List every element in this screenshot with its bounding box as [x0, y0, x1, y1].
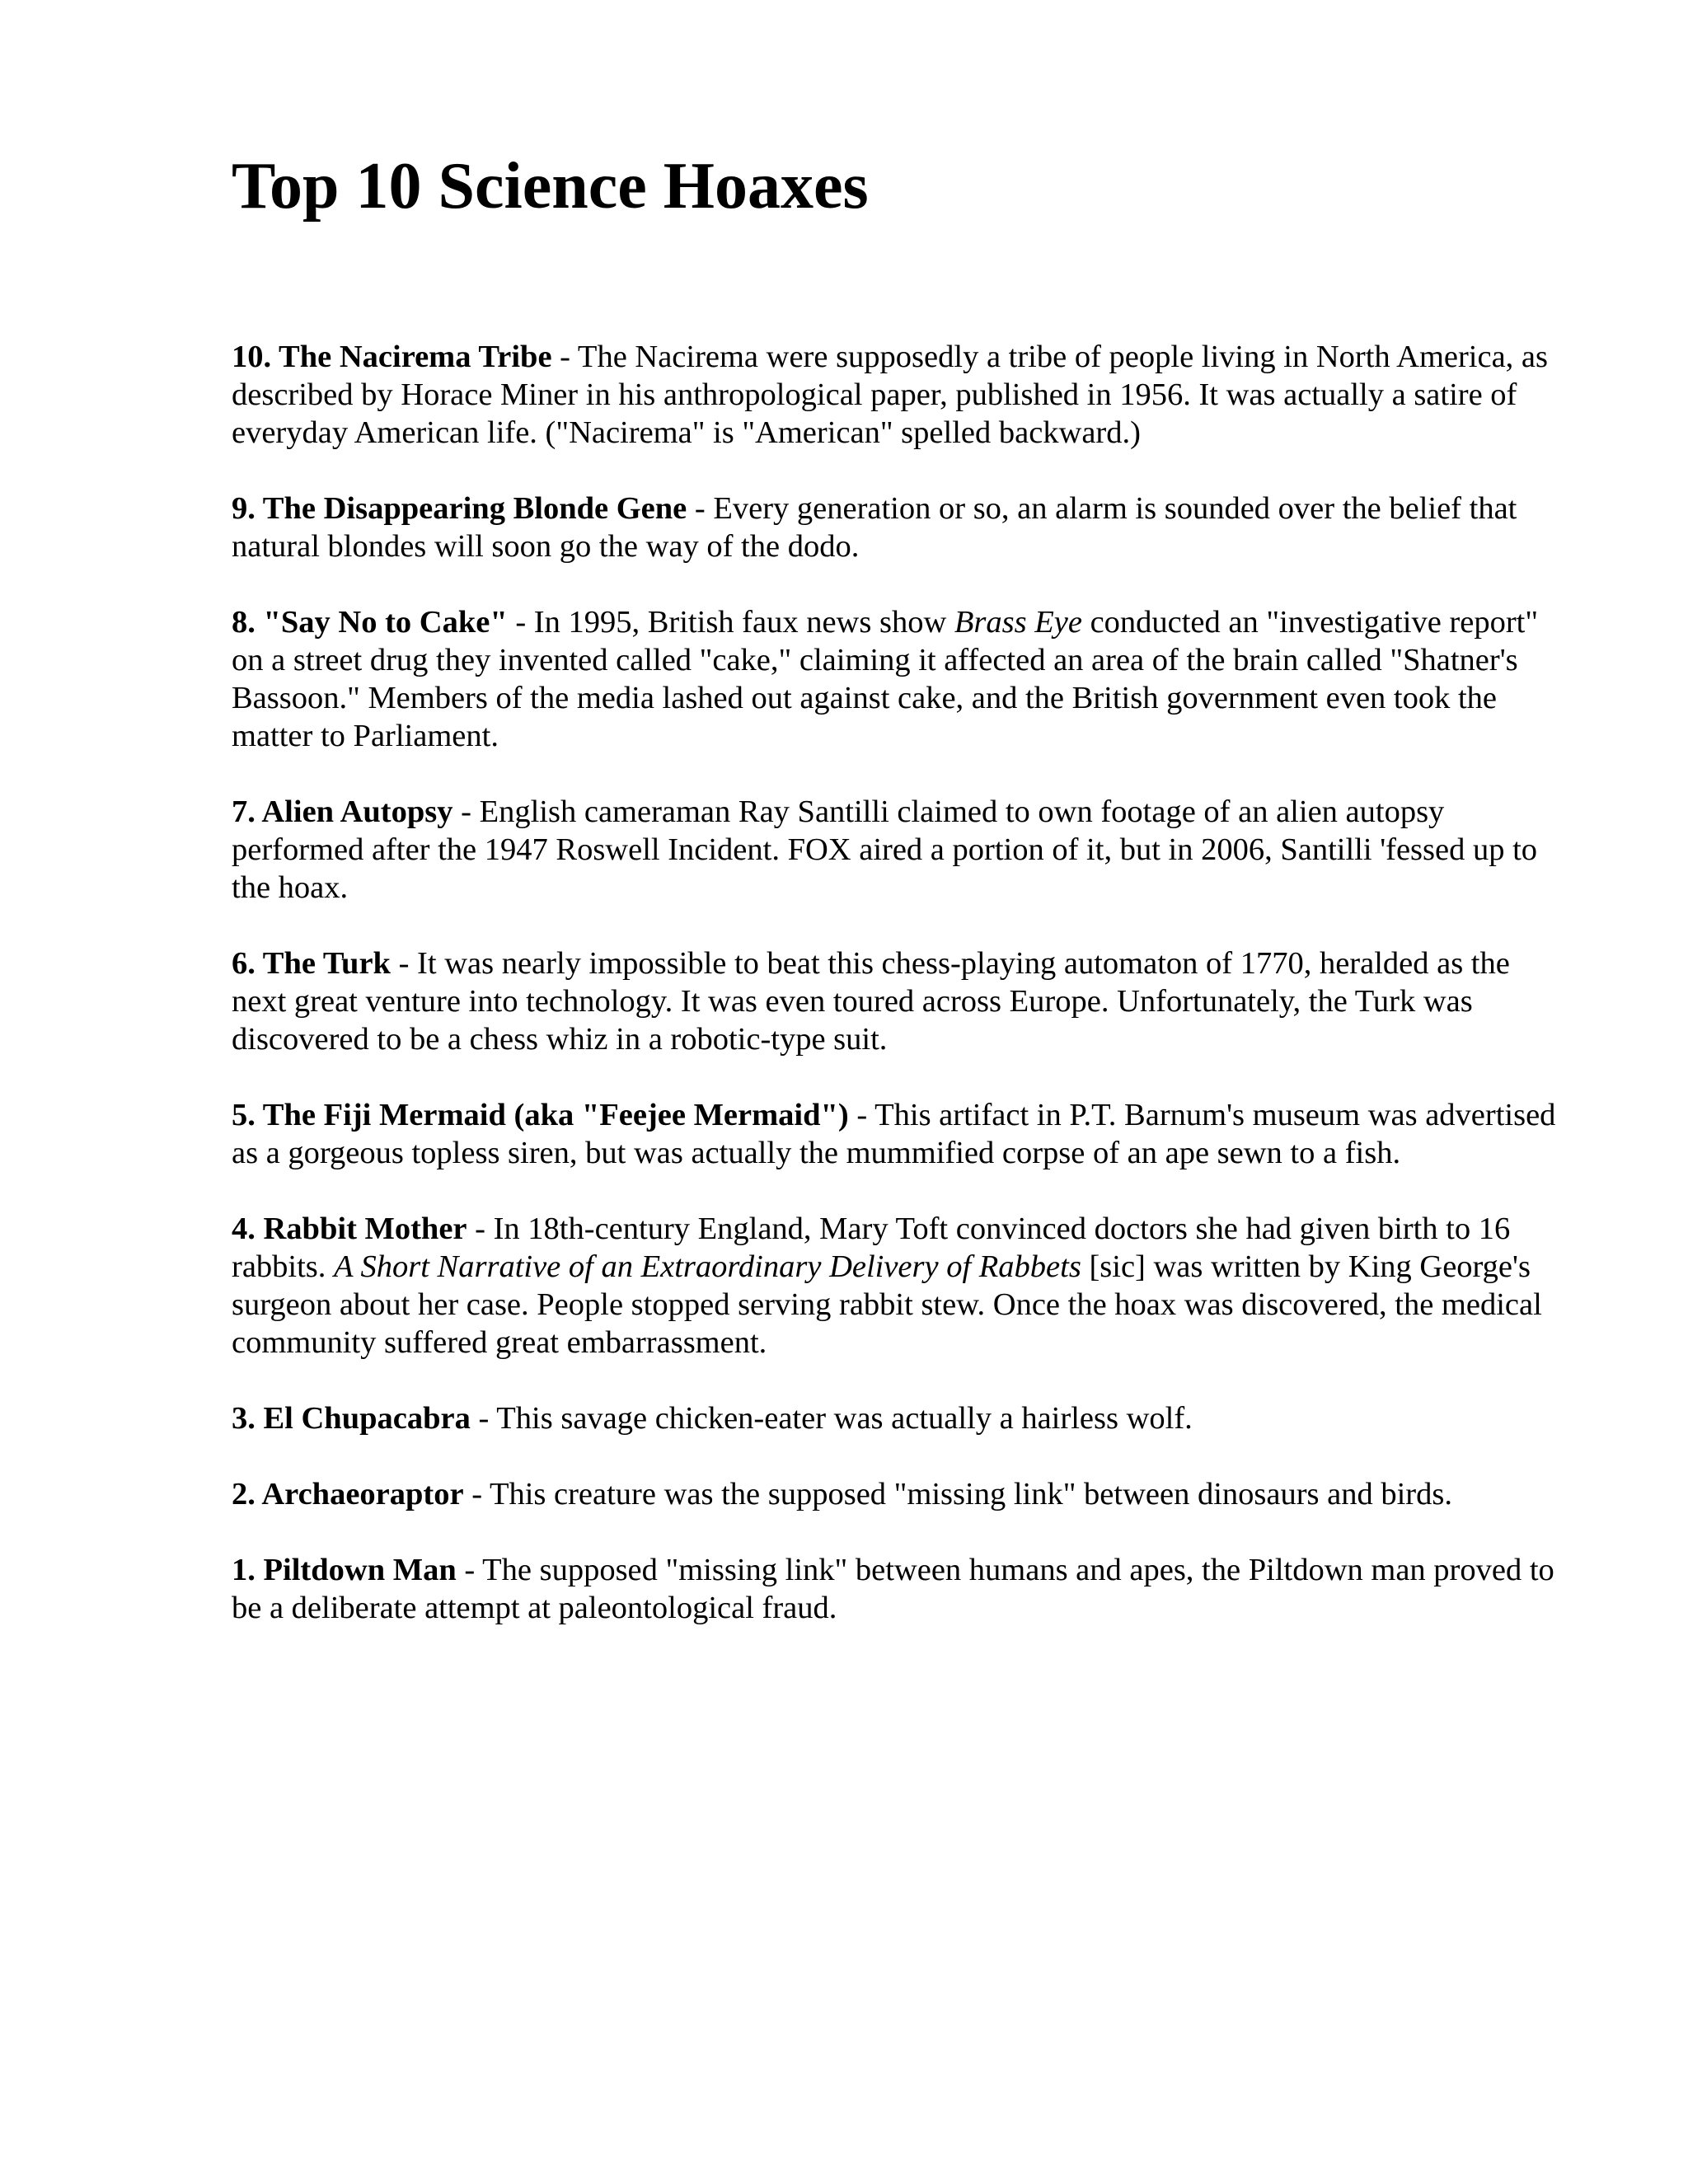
entry-text: - This creature was the supposed "missing link" between dinosaurs and birds.	[463, 1477, 1452, 1511]
entry-title: 10. The Nacirema Tribe	[232, 340, 552, 374]
entry-text: - In 18th-century England, Mary Toft convinced doctors she had given birth to 16 rabbits.	[232, 1212, 1511, 1284]
list-item	[232, 1096, 1567, 1172]
entry-title: 6. The Turk	[232, 946, 391, 981]
entry-text: - Every generation or so, an alarm is sounded over the belief that natural blondes will soon go the way of the dodo.	[232, 491, 1517, 564]
entry-title: 9. The Disappearing Blonde Gene	[232, 491, 687, 526]
list-item	[232, 793, 1567, 907]
entry-text: - The Nacirema were supposedly a tribe of people living in North America, as described by Horace Miner in his anthropological paper, published in 1956. It was actually a satire of everyday American life. ("Nacirema" is "American" spelled backward.)	[232, 340, 1548, 450]
list-item	[232, 338, 1567, 452]
entry-title: 3. El Chupacabra	[232, 1401, 471, 1436]
entry-text: conducted an "investigative report" on a street drug they invented called "cake," claiming it affected an area of the brain called "Shatner's Bassoon." Members of the media lashed out against cake, and the British government even took the matter to Parliament.	[232, 605, 1539, 753]
entry-title: 8. "Say No to Cake"	[232, 605, 508, 640]
entry-title: 7. Alien Autopsy	[232, 794, 453, 829]
hoax-list	[232, 338, 1567, 1665]
entry-title: 4. Rabbit Mother	[232, 1212, 467, 1246]
entry-title: 5. The Fiji Mermaid (aka "Feejee Mermaid")	[232, 1098, 849, 1132]
entry-text: - The supposed "missing link" between humans and apes, the Piltdown man proved to be a deliberate attempt at paleontological fraud.	[232, 1553, 1554, 1625]
list-item	[232, 1399, 1567, 1437]
page-title: Top 10 Science Hoaxes	[232, 150, 869, 223]
entry-italic-title: A Short Narrative of an Extraordinary Delivery of Rabbets	[334, 1249, 1081, 1284]
entry-title: 2. Archaeoraptor	[232, 1477, 464, 1511]
entry-text: - This artifact in P.T. Barnum's museum was advertised as a gorgeous topless siren, but was actually the mummified corpse of an ape sewn to a fish.	[232, 1098, 1556, 1170]
entry-text: [sic] was written by King George's surgeon about her case. People stopped serving rabbit stew. Once the hoax was discovered, the medical community suffered great embarrassment.	[232, 1249, 1542, 1360]
entry-text: - It was nearly impossible to beat this chess-playing automaton of 1770, heralded as the next great venture into technology. It was even toured across Europe. Unfortunately, the Turk was discovered to be a chess whiz in a robotic-type suit.	[232, 946, 1510, 1057]
entry-italic-title: Brass Eye	[954, 605, 1082, 640]
list-item	[232, 1210, 1567, 1361]
entry-text: - This savage chicken-eater was actually a hairless wolf.	[470, 1401, 1193, 1436]
list-item	[232, 603, 1567, 755]
entry-text: - In 1995, British faux news show	[507, 605, 954, 640]
list-item	[232, 1551, 1567, 1627]
list-item	[232, 490, 1567, 565]
entry-text: - English cameraman Ray Santilli claimed to own footage of an alien autopsy performed after the 1947 Roswell Incident. FOX aired a portion of it, but in 2006, Santilli 'fessed up to the hoax.	[232, 794, 1538, 905]
list-item	[232, 944, 1567, 1058]
entry-title: 1. Piltdown Man	[232, 1553, 457, 1587]
list-item	[232, 1475, 1567, 1513]
